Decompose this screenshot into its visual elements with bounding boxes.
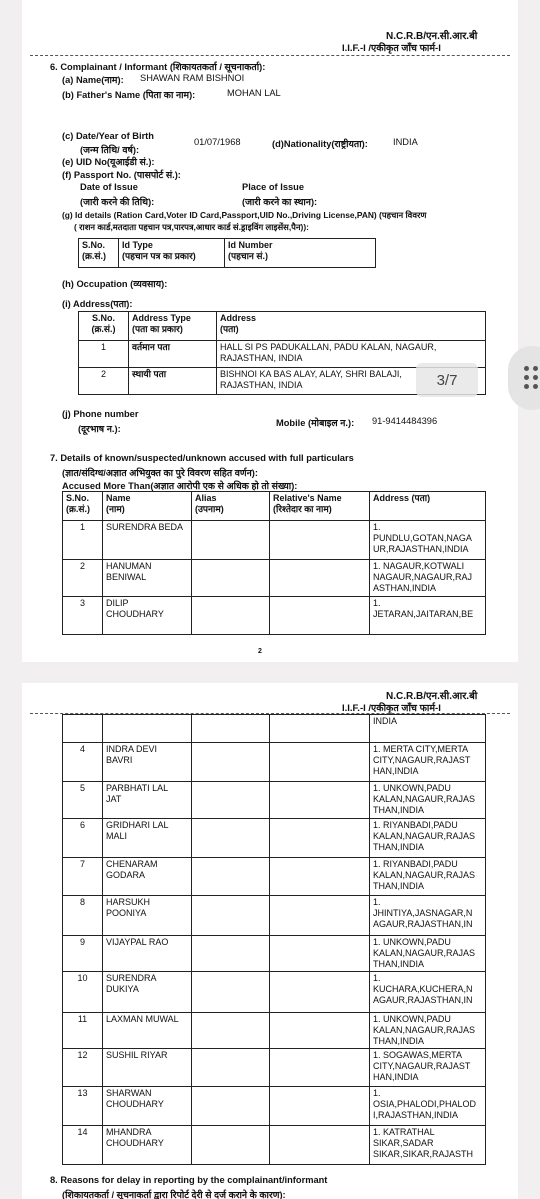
scroll-drag-handle[interactable] [508, 346, 540, 410]
accused-name [103, 782, 192, 819]
accused-name-line: GRIDHARI LAL [106, 820, 169, 830]
accused-address-line: HAN,INDIA [373, 1072, 419, 1082]
accused-alias [192, 1013, 270, 1049]
accused-name-line: JAT [106, 794, 122, 804]
accused-address-line: 1. UNKOWN,PADU [373, 937, 451, 947]
table-row [63, 1126, 486, 1165]
section-8-title: 8. Reasons for delay in reporting by the complainant/informant [50, 1175, 328, 1185]
accused-address-line: THAN,INDIA [373, 842, 425, 852]
accused-address [370, 782, 486, 819]
id-col-sno-hindi: (क्र.सं.) [82, 251, 106, 261]
accused-alias [192, 1126, 270, 1165]
table-row [63, 896, 486, 936]
accused-name-line: DUKIYA [106, 984, 139, 994]
addr-line: RAJASTHAN, INDIA [220, 353, 303, 363]
accused-name-line: GODARA [106, 870, 146, 880]
table-row [63, 1087, 486, 1126]
accused-address-line: 1. [373, 598, 381, 608]
addr-col-sno-hindi: (क्र.सं.) [91, 324, 116, 334]
accused-relative [270, 597, 370, 635]
accused-sno: 10 [63, 972, 103, 1013]
dob-label-hindi: (जन्म तिथि/ वर्ष): [80, 145, 140, 155]
document-page-1 [22, 0, 518, 662]
phone-label-hindi: (दूरभाष न.): [78, 424, 121, 434]
accused-alias [192, 858, 270, 896]
addr-line: RAJASTHAN, INDIA [220, 380, 303, 390]
date-of-issue-label-hindi: (जारी करने की तिथि): [80, 197, 155, 207]
addr-sno: 2 [79, 368, 129, 395]
accused-sno: 11 [63, 1013, 103, 1049]
acc-col-alias-hindi: (उपनाम) [195, 504, 224, 514]
accused-sno: 4 [63, 743, 103, 782]
accused-address [370, 1087, 486, 1126]
place-of-issue-label: Place of Issue [242, 182, 305, 192]
table-row [63, 858, 486, 896]
accused-name-line: CHOUDHARY [106, 609, 164, 619]
section-6-title: 6. Complainant / Informant (शिकायतकर्ता / सूचनाकर्ता): [50, 62, 266, 72]
acc-col-alias: Alias [195, 493, 217, 503]
header-ncrb: N.C.R.B/एन.सी.आर.बी [386, 31, 478, 42]
table-row [63, 782, 486, 819]
accused-name-line: SHARWAN [106, 1088, 152, 1098]
header-rule [30, 55, 510, 56]
accused-alias [192, 896, 270, 936]
mobile-label: Mobile (मोबाइल न.): [276, 418, 355, 428]
table-row [63, 972, 486, 1013]
id-col-type: Id Type [122, 240, 153, 250]
accused-relative [270, 819, 370, 858]
address-label: (i) Address(पता): [62, 299, 133, 309]
accused-address-line: 1. RIYANBADI,PADU [373, 859, 458, 869]
table-row [63, 597, 486, 635]
accused-sno: 14 [63, 1126, 103, 1165]
accused-name-line: HARSUKH [106, 897, 151, 907]
accused-address [370, 521, 486, 560]
addr-col-type-hindi: (पता का प्रकार) [132, 324, 183, 334]
accused-address-line: HAN,INDIA [373, 766, 419, 776]
accused-rows [63, 521, 486, 635]
accused-alias [192, 560, 270, 597]
accused-address-line: JHINTIYA,JASNAGAR,N [373, 908, 473, 918]
mobile-value: 91-9414484396 [372, 416, 438, 426]
addr-type: वर्तमान पता [129, 341, 217, 368]
accused-alias [192, 743, 270, 782]
section-8-subtitle: (शिकायतकर्ता / सूचनाकर्ता द्वारा रिपोर्ट देरी से दर्ज कराने के कारण): [62, 1190, 286, 1199]
accused-name [103, 972, 192, 1013]
accused-table-continued [62, 714, 486, 1165]
accused-address-line: CITY,NAGAUR,RAJAST [373, 755, 471, 765]
dob-value: 01/07/1968 [194, 137, 241, 147]
table-row [63, 936, 486, 972]
id-col-number-hindi: (पहचान सं.) [228, 251, 269, 261]
id-details-label: (g) Id details (Ration Card,Voter ID Card,Passport,UID No.,Driving License,PAN) (पहचान विवरण [62, 210, 427, 220]
accused-sno: 3 [63, 597, 103, 635]
accused-name-line: VIJAYPAL RAO [106, 937, 169, 947]
accused-address-line: AGAUR,RAJASTHAN,IN [373, 919, 473, 929]
page-indicator: 3/7 [416, 363, 478, 397]
accused-name-line: SUSHIL RIYAR [106, 1050, 168, 1060]
accused-name-line: LAXMAN MUWAL [106, 1014, 179, 1024]
addr-col-sno: S.No. [91, 313, 115, 323]
accused-address-line: 1. UNKOWN,PADU [373, 1014, 451, 1024]
accused-sno: 12 [63, 1049, 103, 1087]
accused-name-line: SURENDRA BEDA [106, 522, 184, 532]
table-row [63, 560, 486, 597]
accused-address-line: THAN,INDIA [373, 805, 425, 815]
accused-name-line: INDRA DEVI [106, 744, 158, 754]
accused-alias [192, 521, 270, 560]
accused-address [370, 972, 486, 1013]
accused-relative [270, 858, 370, 896]
accused-address-line: 1. KATRATHAL [373, 1127, 435, 1137]
addr-col-address-hindi: (पता) [220, 324, 239, 334]
accused-name-line: POONIYA [106, 908, 147, 918]
acc-col-address: Address (पता) [373, 493, 431, 503]
accused-address-line: OSIA,PHALODI,PHALOD [373, 1099, 477, 1109]
accused-relative [270, 1013, 370, 1049]
accused-address [370, 597, 486, 635]
accused-name [103, 936, 192, 972]
accused-rows [63, 743, 486, 1165]
addr-line: HALL SI PS PADUKALLAN, PADU KALAN, NAGAUR, [220, 342, 437, 352]
accused-relative [270, 936, 370, 972]
id-col-sno: S.No. [82, 240, 106, 250]
father-name-value: MOHAN LAL [227, 88, 281, 98]
table-row [63, 743, 486, 782]
accused-address-line: PUNDLU,GOTAN,NAGA [373, 533, 472, 543]
accused-alias [192, 597, 270, 635]
accused-address-line: 1. UNKOWN,PADU [373, 783, 451, 793]
accused-sno: 13 [63, 1087, 103, 1126]
accused-address-line: 1. NAGAUR,KOTWALI [373, 561, 465, 571]
accused-name-line: CHOUDHARY [106, 1138, 164, 1148]
addr-type: स्थायी पता [129, 368, 217, 395]
accused-alias [192, 1049, 270, 1087]
name-value: SHAWAN RAM BISHNOI [140, 73, 245, 83]
accused-address-line: ASTHAN,INDIA [373, 583, 437, 593]
table-row [63, 521, 486, 560]
accused-address [370, 1049, 486, 1087]
occupation-label: (h) Occupation (व्यवसाय): [62, 279, 168, 289]
accused-address [370, 1013, 486, 1049]
accused-address-line: UR,RAJASTHAN,INDIA [373, 544, 469, 554]
accused-address-line: THAN,INDIA [373, 959, 425, 969]
accused-address [370, 936, 486, 972]
accused-table [62, 491, 486, 635]
header-iif: I.I.F.-I /एकीकृत जाँच फार्म-I [342, 703, 441, 714]
uid-label: (e) UID No(यूआईडी सं.): [62, 157, 155, 167]
acc-col-sno: S.No. [66, 493, 90, 503]
accused-relative [270, 1087, 370, 1126]
place-of-issue-label-hindi: (जारी करने का स्थान): [242, 197, 318, 207]
dob-label: (c) Date/Year of Birth [62, 131, 154, 141]
accused-name [103, 819, 192, 858]
header-ncrb: N.C.R.B/एन.सी.आर.बी [386, 691, 478, 702]
document-page-2 [22, 683, 518, 1199]
accused-address [370, 896, 486, 936]
accused-address-line: 1. RIYANBADI,PADU [373, 820, 458, 830]
accused-sno: 7 [63, 858, 103, 896]
header-iif: I.I.F.-I /एकीकृत जाँच फार्म-I [342, 43, 441, 54]
accused-name-line: BAVRI [106, 755, 133, 765]
accused-address-line: KALAN,NAGAUR,RAJAS [373, 948, 476, 958]
accused-name [103, 597, 192, 635]
accused-address [370, 560, 486, 597]
nationality-value: INDIA [393, 137, 418, 147]
accused-address-line: SIKAR,SADAR [373, 1138, 434, 1148]
accused-relative [270, 560, 370, 597]
acc-col-relative-hindi: (रिश्तेदार का नाम) [273, 504, 332, 514]
accused-name [103, 743, 192, 782]
accused-address-line: 1. MERTA CITY,MERTA [373, 744, 469, 754]
section-7-title: 7. Details of known/suspected/unknown accused with full particulars [50, 453, 354, 463]
accused-relative [270, 782, 370, 819]
id-col-type-hindi: (पहचान पत्र का प्रकार) [122, 251, 196, 261]
accused-alias [192, 972, 270, 1013]
accused-relative [270, 1126, 370, 1165]
accused-name-line: CHOUDHARY [106, 1099, 164, 1109]
accused-address-line: 1. [373, 897, 381, 907]
acc-col-sno-hindi: (क्र.सं.) [66, 504, 90, 514]
acc-col-relative: Relative's Name [273, 493, 342, 503]
accused-address-line: AGAUR,RAJASTHAN,IN [373, 995, 473, 1005]
accused-address-line: SIKAR,SIKAR,RAJASTH [373, 1149, 474, 1159]
accused-sno: 8 [63, 896, 103, 936]
accused-address-line: NAGAUR,NAGAUR,RAJ [373, 572, 473, 582]
accused-address-line: KALAN,NAGAUR,RAJAS [373, 870, 476, 880]
id-details-table [78, 238, 376, 268]
accused-name-line: DILIP [106, 598, 129, 608]
id-details-label-hindi: ( राशन कार्ड,मतदाता पहचान पत्र,पारपत्र,आधार कार्ड सं.ड्राइविंग लाइसेंस,पैन)): [74, 222, 309, 232]
addr-col-type: Address Type [132, 313, 191, 323]
accused-address-line: KALAN,NAGAUR,RAJAS [373, 1025, 476, 1035]
accused-more-than-label: Accused More Than(अज्ञात आरोपी एक से अधिक हो तो संख्या): [62, 481, 298, 491]
accused-address-line: THAN,INDIA [373, 1036, 425, 1046]
table-row [63, 1013, 486, 1049]
id-col-number: Id Number [228, 240, 273, 250]
accused-name-line: BENIWAL [106, 572, 147, 582]
accused-address-line: THAN,INDIA [373, 881, 425, 891]
phone-label: (j) Phone number [62, 409, 139, 419]
accused-address-line: 1. [373, 1088, 381, 1098]
accused-sno: 6 [63, 819, 103, 858]
accused-name [103, 1087, 192, 1126]
accused-address-line: 1. [373, 522, 381, 532]
accused-name [103, 896, 192, 936]
addr-col-address: Address [220, 313, 257, 323]
accused-relative [270, 972, 370, 1013]
accused-relative [270, 521, 370, 560]
table-row [63, 819, 486, 858]
accused-name [103, 521, 192, 560]
acc-col-name: Name [106, 493, 131, 503]
accused-name-line: MHANDRA [106, 1127, 152, 1137]
father-name-label: (b) Father's Name (पिता का नाम): [62, 90, 196, 100]
accused-name [103, 560, 192, 597]
accused-address [370, 743, 486, 782]
accused-address [370, 858, 486, 896]
accused-address [370, 819, 486, 858]
accused-name-line: PARBHATI LAL [106, 783, 169, 793]
addr-line: BISHNOI KA BAS ALAY, ALAY, SHRI BALAJI, [220, 369, 402, 379]
acc-col-name-hindi: (नाम) [106, 504, 125, 514]
date-of-issue-label: Date of Issue [80, 182, 138, 192]
accused-address [370, 1126, 486, 1165]
accused-relative [270, 1049, 370, 1087]
accused-address-line: JETARAN,JAITARAN,BE [373, 609, 474, 619]
passport-label: (f) Passport No. (पासपोर्ट सं.): [62, 170, 181, 180]
accused-name [103, 1049, 192, 1087]
accused-address-line: 1. SOGAWAS,MERTA [373, 1050, 463, 1060]
nationality-label: (d)Nationality(राष्ट्रीयता): [272, 139, 368, 149]
accused-alias [192, 1087, 270, 1126]
accused-alias [192, 936, 270, 972]
accused-name [103, 858, 192, 896]
table-row [63, 1049, 486, 1087]
carry-over-address: INDIA [370, 715, 486, 743]
name-label: (a) Name(नाम): [62, 75, 124, 85]
accused-name [103, 1126, 192, 1165]
accused-address-line: I,RAJASTHAN,INDIA [373, 1110, 459, 1120]
accused-sno: 9 [63, 936, 103, 972]
table-row [63, 715, 486, 743]
accused-address-line: KALAN,NAGAUR,RAJAS [373, 831, 476, 841]
accused-address-line: 1. [373, 973, 381, 983]
accused-address-line: CITY,NAGAUR,RAJAST [373, 1061, 471, 1071]
accused-sno: 2 [63, 560, 103, 597]
accused-address-line: KUCHARA,KUCHERA,N [373, 984, 473, 994]
accused-name-line: SURENDRA [106, 973, 157, 983]
accused-name-line: MALI [106, 831, 128, 841]
accused-relative [270, 896, 370, 936]
accused-alias [192, 819, 270, 858]
accused-alias [192, 782, 270, 819]
accused-sno: 1 [63, 521, 103, 560]
accused-address-line: KALAN,NAGAUR,RAJAS [373, 794, 476, 804]
accused-sno: 5 [63, 782, 103, 819]
accused-name [103, 1013, 192, 1049]
accused-name-line: CHENARAM [106, 859, 158, 869]
addr-sno: 1 [79, 341, 129, 368]
page-number: 2 [258, 648, 262, 655]
section-7-subtitle: (ज्ञात/संदिग्ध/अज्ञात अभियुक्त का पुरे विवरण सहित वर्णन): [62, 468, 258, 478]
drag-dots-icon [524, 366, 538, 390]
accused-relative [270, 743, 370, 782]
accused-name-line: HANUMAN [106, 561, 152, 571]
